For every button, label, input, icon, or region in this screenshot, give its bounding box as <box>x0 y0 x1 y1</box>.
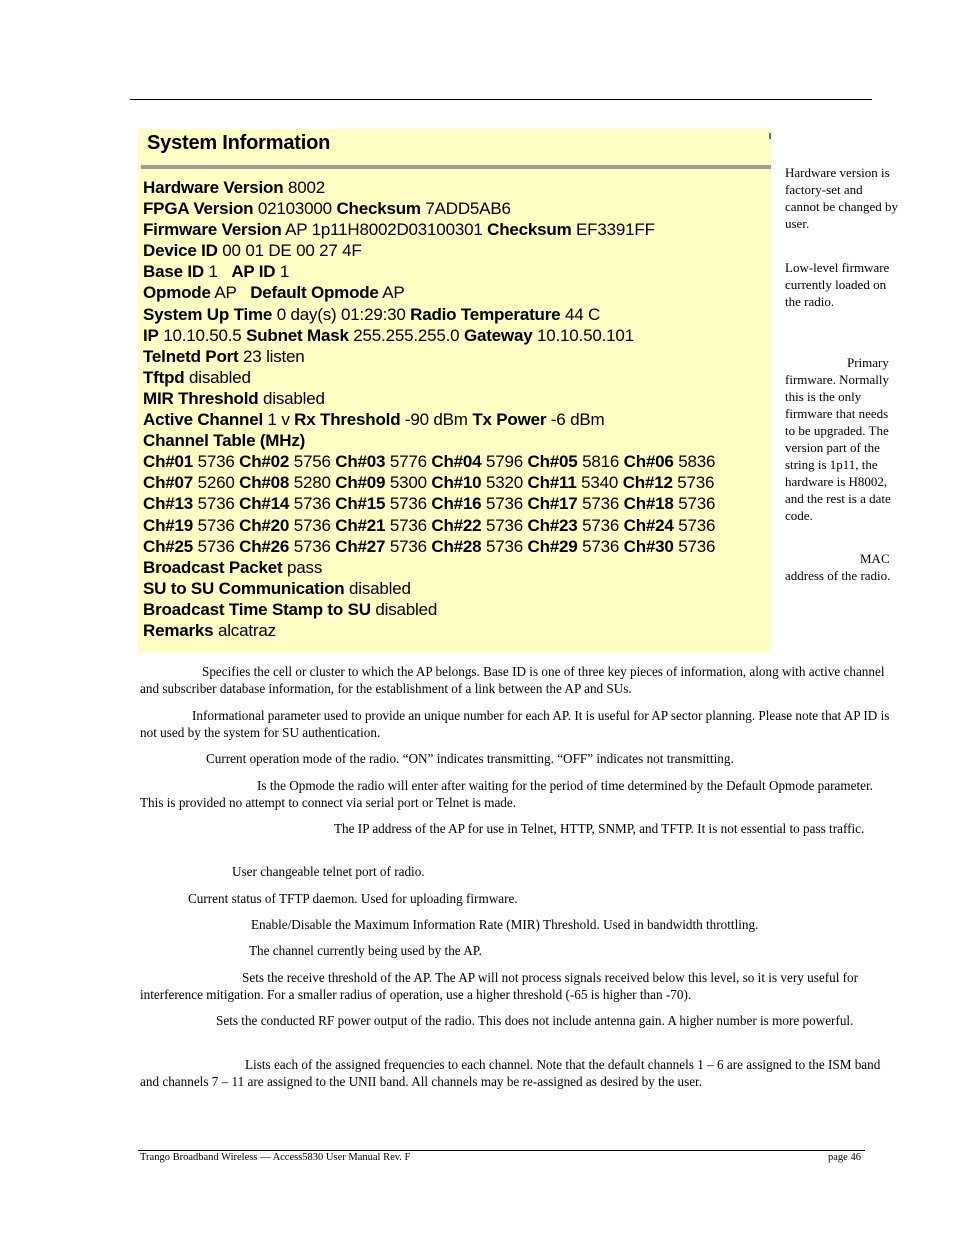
field-label: Ch#24 <box>623 515 674 535</box>
field-value: 5756 <box>293 452 331 472</box>
field-label: SU to SU Communication <box>143 578 345 598</box>
para-ip: The IP address of the AP for use in Telnet, HTTP, SNMP, and TFTP. It is not essential to pass traffic. <box>334 821 865 836</box>
field-label: Ch#26 <box>239 536 290 556</box>
field-value: 5736 <box>197 452 235 472</box>
field-label: Firmware Version <box>143 220 282 240</box>
field-value: 5736 <box>582 536 620 556</box>
field-value: 5736 <box>485 536 523 556</box>
field-label: Ch#15 <box>335 494 386 514</box>
field-value: disabled <box>349 578 411 598</box>
field-label: Ch#18 <box>623 494 674 514</box>
field-label: Ch#10 <box>431 473 482 493</box>
para-channel-table: Lists each of the assigned frequencies to each channel. Note that the default channels 1 – 6 are assigned to the ISM band and channels 7 – 11 are assigned to the UNII band. All channels may be re-assigned as desired by the user. <box>140 1057 881 1089</box>
field-value: pass <box>287 557 323 577</box>
field-value: 02103000 <box>257 199 332 219</box>
para-base-id: Specifies the cell or cluster to which the AP belongs. Base ID is one of three key pieces of information, along with active channel and subscriber database information, for the establishment of a link between the AP and SUs. <box>140 664 885 696</box>
field-value: 5736 <box>485 494 523 514</box>
field-value: 7ADD5AB6 <box>425 199 511 219</box>
field-label: Rx Threshold <box>294 410 401 430</box>
field-value: 5736 <box>293 536 331 556</box>
field-value: 1 v <box>267 410 290 430</box>
field-value: disabled <box>375 599 438 619</box>
field-value: 0 day(s) 01:29:30 <box>276 304 406 324</box>
info-line <box>143 599 715 620</box>
field-label: Subnet Mask <box>246 325 349 345</box>
field-value: 23 listen <box>243 346 305 366</box>
info-line <box>143 198 715 219</box>
info-line <box>143 367 715 388</box>
field-label: Ch#06 <box>623 452 674 472</box>
field-label: Ch#08 <box>239 473 290 493</box>
field-label: Default Opmode <box>250 283 379 303</box>
field-value: AP 1p11H8002D03100301 <box>285 220 483 240</box>
info-line <box>143 282 715 303</box>
field-label: Ch#13 <box>143 494 194 514</box>
panel-title: System Information <box>147 132 331 154</box>
field-value: 5280 <box>293 473 331 493</box>
field-value: 5736 <box>293 494 331 514</box>
info-lines <box>143 177 715 641</box>
field-label: Ch#25 <box>143 536 194 556</box>
field-label: Tx Power <box>472 410 547 430</box>
field-value: 5736 <box>197 494 235 514</box>
field-value: 5796 <box>485 452 523 472</box>
field-value: -6 dBm <box>550 410 605 430</box>
info-line <box>143 409 715 430</box>
para-default-opmode: Is the Opmode the radio will enter after waiting for the period of time determined by the Default Opmode parameter. This is provided no attempt to connect via serial port or Telnet is made. <box>140 778 873 810</box>
field-label: Ch#30 <box>623 536 674 556</box>
field-value: EF3391FF <box>576 220 655 240</box>
system-information-panel <box>138 129 771 653</box>
field-label: Ch#02 <box>239 452 290 472</box>
info-line <box>143 346 715 367</box>
field-label: Broadcast Packet <box>143 557 283 577</box>
field-value: disabled <box>263 388 325 408</box>
info-line <box>143 240 715 261</box>
info-line <box>143 325 715 346</box>
info-line <box>143 451 715 472</box>
field-label: MIR Threshold <box>143 388 259 408</box>
field-label: Telnetd Port <box>143 346 239 366</box>
field-value: 10.10.50.5 <box>163 325 242 345</box>
field-value: disabled <box>189 367 251 387</box>
field-value: 5736 <box>389 515 427 535</box>
info-line <box>143 430 715 451</box>
para-tftpd: Current status of TFTP daemon. Used for uploading firmware. <box>188 891 518 906</box>
info-line <box>143 557 715 578</box>
field-label: Broadcast Time Stamp to SU <box>143 599 371 619</box>
field-label: Checksum <box>336 199 421 219</box>
field-label: Ch#20 <box>239 515 290 535</box>
field-label: Ch#01 <box>143 452 194 472</box>
field-label: Ch#21 <box>335 515 386 535</box>
field-label: System Up Time <box>143 304 273 324</box>
para-rx-threshold: Sets the receive threshold of the AP. The AP will not process signals received below this level, so it is very useful for interference mitigation. For a smaller radius of operation, use a higher threshold (-65 is higher than -70). <box>140 970 859 1002</box>
field-label: Ch#29 <box>527 536 578 556</box>
info-line <box>143 578 715 599</box>
side-note-firmware: Primary firmware. Normally this is the only firmware that needs to be upgraded. The version part of the string is 1p11, the hardware is H8002, and the rest is a date code. <box>785 355 891 523</box>
info-line <box>143 515 715 536</box>
field-value: 5736 <box>677 473 715 493</box>
info-line <box>143 620 715 641</box>
field-value: 5260 <box>197 473 235 493</box>
field-label: Channel Table (MHz) <box>143 431 306 451</box>
field-label: Ch#19 <box>143 515 194 535</box>
field-value: 5736 <box>293 515 331 535</box>
field-label: Opmode <box>143 283 211 303</box>
para-active-channel: The channel currently being used by the AP. <box>249 943 482 958</box>
field-label: Ch#28 <box>431 536 482 556</box>
field-value: 5340 <box>581 473 619 493</box>
field-value: 5736 <box>582 494 620 514</box>
field-value: 5736 <box>197 536 235 556</box>
field-value: alcatraz <box>217 620 276 640</box>
info-line <box>143 388 715 409</box>
field-label: Ch#05 <box>527 452 578 472</box>
panel-title-bar <box>141 165 771 169</box>
field-label: Checksum <box>487 220 572 240</box>
info-line <box>143 472 715 493</box>
field-value: 5300 <box>389 473 427 493</box>
field-value: 5736 <box>678 536 716 556</box>
field-value: 00 01 DE 00 27 4F <box>222 241 362 261</box>
field-label: Gateway <box>463 325 533 345</box>
side-note-hardware: Hardware version is factory-set and cannot be changed by user. <box>785 165 898 231</box>
field-value: 8002 <box>287 178 325 197</box>
field-value: 5736 <box>389 536 427 556</box>
field-label: Radio Temperature <box>410 304 561 324</box>
field-value: 1 <box>279 262 290 282</box>
field-label: FPGA Version <box>143 199 254 219</box>
para-telnetd-port: User changeable telnet port of radio. <box>232 864 425 879</box>
field-value: 255.255.255.0 <box>353 325 460 345</box>
footer-rule <box>138 1150 865 1151</box>
footer-title: Trango Broadband Wireless — Access5830 User Manual Rev. F <box>140 1152 411 1163</box>
field-value: 1 <box>208 262 218 282</box>
field-label: Ch#09 <box>335 473 386 493</box>
field-label: Ch#27 <box>335 536 386 556</box>
info-line <box>143 493 715 514</box>
field-value: 5736 <box>678 515 716 535</box>
field-label: Ch#16 <box>431 494 482 514</box>
field-label: Ch#11 <box>527 473 577 493</box>
field-label: Device ID <box>143 241 218 261</box>
field-value: 5736 <box>485 515 523 535</box>
para-ap-id: Informational parameter used to provide an unique number for each AP. It is useful for AP sector planning. Please note that AP ID is not used by the system for SU authentication. <box>140 708 890 740</box>
field-label: Ch#04 <box>431 452 482 472</box>
field-label: IP <box>143 325 159 345</box>
panel-corner-mark <box>769 133 771 139</box>
field-value: 5736 <box>582 515 620 535</box>
para-tx-power: Sets the conducted RF power output of the radio. This does not include antenna gain. A higher number is more powerful. <box>216 1013 854 1028</box>
field-value: 5776 <box>389 452 427 472</box>
info-line <box>143 536 715 557</box>
field-label: AP ID <box>231 262 276 282</box>
field-value: -90 dBm <box>404 410 468 430</box>
side-note-device-id: MAC address of the radio. <box>785 551 891 583</box>
field-label: Tftpd <box>143 367 185 387</box>
info-line <box>143 219 715 240</box>
field-label: Ch#07 <box>143 473 194 493</box>
info-line <box>143 304 715 325</box>
header-rule <box>130 99 872 100</box>
field-value: 5736 <box>389 494 427 514</box>
field-value: 5320 <box>485 473 523 493</box>
page-number: page 46 <box>828 1152 861 1163</box>
side-note-fpga: Low-level firmware currently loaded on the radio. <box>785 260 890 309</box>
field-value: 10.10.50.101 <box>537 325 634 345</box>
field-value: AP <box>214 283 237 303</box>
info-line <box>143 261 715 282</box>
field-label: Ch#17 <box>527 494 578 514</box>
field-label: Ch#23 <box>527 515 578 535</box>
field-value: 5736 <box>678 494 716 514</box>
field-value: 44 C <box>564 304 601 324</box>
para-opmode: Current operation mode of the radio. “ON” indicates transmitting. “OFF” indicates not transmitting. <box>206 751 734 766</box>
para-mir-threshold: Enable/Disable the Maximum Information Rate (MIR) Threshold. Used in bandwidth throttling. <box>251 917 759 932</box>
field-label: Ch#03 <box>335 452 386 472</box>
info-line <box>143 177 715 198</box>
field-label: Ch#12 <box>622 473 673 493</box>
field-label: Hardware Version <box>143 178 284 197</box>
field-label: Ch#22 <box>431 515 482 535</box>
field-label: Base ID <box>143 262 204 282</box>
field-label: Ch#14 <box>239 494 290 514</box>
field-value: 5736 <box>197 515 235 535</box>
field-value: 5816 <box>582 452 620 472</box>
field-value: AP <box>382 283 405 303</box>
field-label: Active Channel <box>143 410 264 430</box>
field-label: Remarks <box>143 620 214 640</box>
field-value: 5836 <box>678 452 716 472</box>
